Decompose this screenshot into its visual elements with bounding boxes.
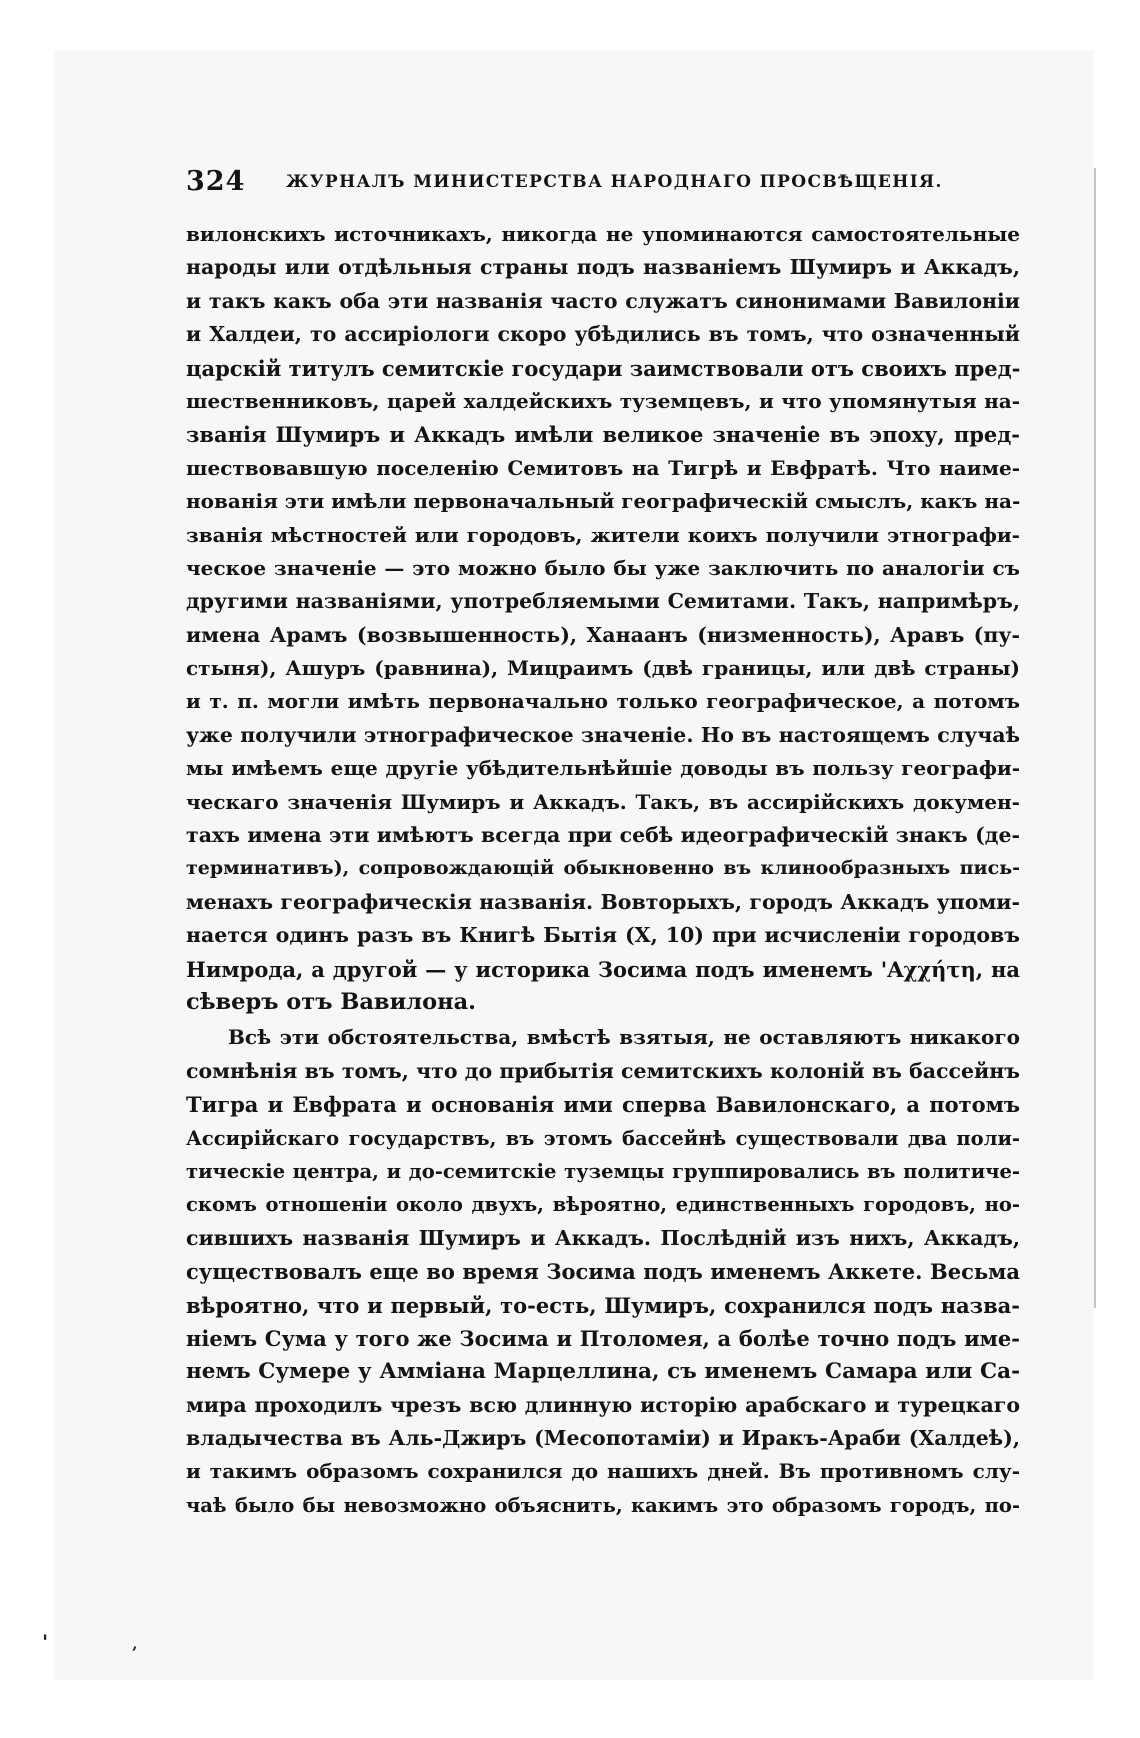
text-line: тическіе центра, и до-семитскіе туземцы группировались въ политиче-: [186, 1159, 1020, 1183]
text-line: тахъ имена эти имѣютъ всегда при себѣ идеографическій знакъ (де-: [186, 823, 1020, 848]
text-line: Ассирійскаго государствъ, въ этомъ бассейнѣ существовали два поли-: [186, 1126, 1020, 1150]
text-line: народы или отдѣльныя страны подъ названіемъ Шумиръ и Аккадъ,: [186, 255, 1020, 280]
text-line: мира проходилъ чрезъ всю длинную исторію арабскаго и турецкаго: [186, 1392, 1020, 1417]
text-line: владычества въ Аль-Джиръ (Месопотаміи) и Иракъ-Араби (Халдеѣ),: [186, 1426, 1020, 1451]
text-line: нается одинъ разъ въ Книгѣ Бытія (X, 10) при исчисленіи городовъ: [186, 923, 1020, 948]
text-line: сомнѣнія въ томъ, что до прибытія семитскихъ колоній въ бассейнъ: [186, 1058, 1020, 1083]
text-line: званія мѣстностей или городовъ, жители коихъ получили этнографи-: [186, 522, 1020, 547]
text-line: уже получили этнографическое значеніе. Но въ настоящемъ случаѣ: [186, 722, 1020, 747]
text-line: чаѣ было бы невозможно объяснить, какимъ это образомъ городъ, по-: [186, 1493, 1020, 1517]
paragraph-1: [186, 218, 1020, 1019]
text-line: и такъ какъ оба эти названія часто служатъ синонимами Вавилоніи: [186, 288, 1020, 313]
paragraph-2: [186, 1021, 1020, 1522]
text-line: имена Арамъ (возвышенность), Ханаанъ (низменность), Аравъ (пу-: [186, 622, 1020, 647]
text-line: существовалъ еще во время Зосима подъ именемъ Аккете. Весьма: [186, 1259, 1020, 1285]
text-line: немъ Сумере у Амміана Марцеллина, съ именемъ Самара или Са-: [186, 1359, 1020, 1385]
text-line: и такимъ образомъ сохранился до нашихъ дней. Въ противномъ слу-: [186, 1459, 1020, 1484]
text-line: Всѣ эти обстоятельства, вмѣстѣ взятыя, не оставляютъ никакого: [228, 1025, 1020, 1050]
text-line: нованія эти имѣли первоначальный географическій смыслъ, какъ на-: [186, 489, 1020, 514]
text-line: сѣверъ отъ Вавилона.: [186, 988, 477, 1015]
text-line: стыня), Ашуръ (равнина), Мицраимъ (двѣ границы, или двѣ страны): [186, 656, 1020, 681]
scan-mark-right: ‚: [132, 1634, 138, 1653]
text-line: шественниковъ, царей халдейскихъ туземцевъ, и что упомянутыя на-: [186, 388, 1020, 413]
text-line: скомъ отношеніи около двухъ, вѣроятно, единственныхъ городовъ, но-: [186, 1193, 1020, 1217]
text-line: шествовавшую поселенію Семитовъ на Тигрѣ и Евфратѣ. Что наиме-: [186, 455, 1020, 480]
text-line: ческаго значенія Шумиръ и Аккадъ. Такъ, въ ассирійскихъ докумен-: [186, 789, 1020, 814]
text-line: менахъ географическія названія. Вовторыхъ, городъ Аккадъ упоми-: [186, 889, 1020, 914]
text-line: вилонскихъ источникахъ, никогда не упоминаются самостоятельные: [186, 222, 1020, 246]
text-line: терминативъ), сопровождающій обыкновенно въ клинообразныхъ пись-: [186, 857, 1020, 880]
text-line: другими названіями, употребляемыми Семитами. Такъ, напримѣръ,: [186, 589, 1020, 614]
body-text: [186, 218, 1020, 1522]
text-line: званія Шумиръ и Аккадъ имѣли великое значеніе въ эпоху, пред-: [186, 422, 1020, 448]
text-line: ческое значеніе — это можно было бы уже заключить по аналогіи съ: [186, 555, 1020, 580]
text-line: ніемъ Сума у того же Зосима и Птоломея, а болѣе точно подъ име-: [186, 1325, 1020, 1351]
scan-mark-left: ': [42, 1630, 49, 1654]
text-line: вѣроятно, что и первый, то-есть, Шумиръ, сохранился подъ назва-: [186, 1292, 1020, 1318]
running-head: ЖУРНАЛЪ МИНИСТЕРСТВА НАРОДНАГО ПРОСВѢЩЕНІЯ.: [286, 172, 943, 192]
page-number: 324: [186, 166, 246, 197]
text-line: и Халдеи, то ассиріологи скоро убѣдились въ томъ, что означенный: [186, 322, 1020, 347]
text-line: сившихъ названія Шумиръ и Аккадъ. Послѣдній изъ нихъ, Аккадъ,: [186, 1225, 1020, 1250]
page-header: [186, 162, 1006, 202]
text-line: Нимрода, а другой — у историка Зосима подъ именемъ 'Αχχήτη, на: [186, 956, 1020, 982]
text-line: мы имѣемъ еще другіе убѣдительнѣйшіе доводы въ пользу географи-: [186, 756, 1020, 781]
text-line: царскій титулъ семитскіе государи заимствовали отъ своихъ пред-: [186, 355, 1020, 381]
text-line: и т. п. могли имѣть первоначально только географическое, а потомъ: [186, 689, 1020, 714]
text-line: Тигра и Евфрата и основанія ими сперва Вавилонскаго, а потомъ: [186, 1092, 1020, 1118]
page-edge-line: [1094, 168, 1096, 1308]
